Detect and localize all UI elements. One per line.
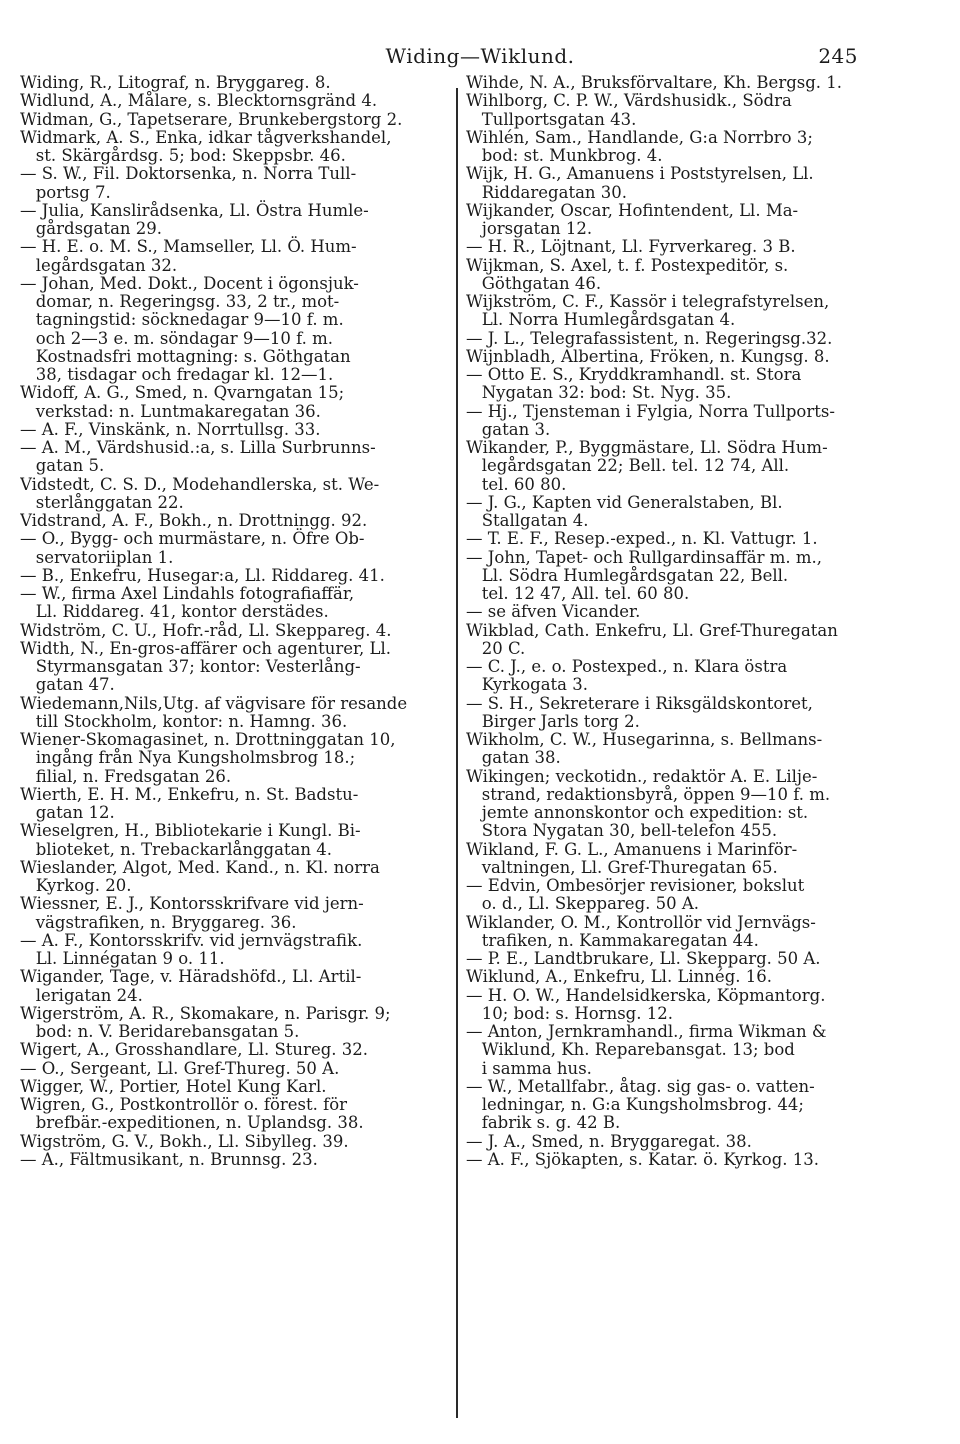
entry-line: Wiklund, A., Enkefru, Ll. Linnég. 16. (466, 967, 772, 987)
entry-line: Stora Nygatan 30, bell-telefon 455. (466, 821, 778, 841)
entry-line: Kostnadsfri mottagning: s. Göthgatan (20, 346, 351, 366)
entry-line: Vidstrand, A. F., Bokh., n. Drottningg. 92. (20, 511, 368, 530)
entry-line: — O., Sergeant, Ll. Gref-Thureg. 50 A. (20, 1058, 340, 1078)
entry-line: — John, Tapet- och Rullgardinsaffär m. m., (466, 547, 823, 567)
entry-line: 20 C. (466, 638, 526, 658)
entry-line: Wijkander, Oscar, Hofintendent, Ll. Ma- (466, 200, 799, 220)
entry-line: gatan 12. (20, 803, 115, 822)
entry-line: Kyrkogata 3. (466, 675, 589, 695)
entry-line: bod: n. V. Beridarebansgatan 5. (20, 1022, 300, 1041)
entry-line: legårdsgatan 32. (20, 255, 178, 275)
entry-line: — C. J., e. o. Postexped., n. Klara östra (466, 657, 788, 676)
entry-line: Wikblad, Cath. Enkefru, Ll. Gref-Thuregatan (466, 620, 838, 640)
entry-line: portsg 7. (20, 182, 111, 202)
entry-line: Wiessner, E. J., Kontorsskrifvare vid jern- (20, 894, 364, 914)
entry-line: — P. E., Landtbrukare, Ll. Skepparg. 50 A. (466, 949, 821, 968)
entry-line: tagningstid: söcknedagar 9—10 f. m. (20, 310, 344, 330)
left-column (20, 74, 445, 1169)
entry-line: — Julia, Kanslirådsenka, Ll. Östra Humle- (20, 200, 369, 220)
entry-line: Wikholm, C. W., Husegarinna, s. Bellmans- (466, 730, 823, 749)
entry-line: Wigren, G., Postkontrollör o. förest. för (20, 1095, 348, 1114)
entry-line: — J. A., Smed, n. Bryggaregat. 38. (466, 1131, 752, 1151)
entry-line: — H. R., Löjtnant, Ll. Fyrverkareg. 3 B. (466, 237, 796, 257)
entry-line: tel. 12 47, All. tel. 60 80. (466, 584, 690, 603)
entry-line: gårdsgatan 29. (20, 219, 163, 238)
entry-line: strand, redaktionsbyrå, öppen 9—10 f. m. (466, 784, 831, 804)
entry-line: st. Skärgårdsg. 5; bod: Skeppsbr. 46. (20, 146, 346, 165)
entry-line: Wigerström, A. R., Skomakare, n. Parisgr. 9; (20, 1003, 391, 1023)
entry-line: Wiklund, Kh. Reparebansgat. 13; bod (466, 1040, 795, 1060)
entry-line: gatan 3. (466, 419, 551, 439)
entry-line: blioteket, n. Trebackarlånggatan 4. (20, 839, 332, 859)
entry-line: i samma hus. (466, 1058, 592, 1078)
entry-line: Wigström, G. V., Bokh., Ll. Sibylleg. 39. (20, 1131, 349, 1151)
entry-line: Wihlborg, C. P. W., Värdshusidk., Södra (466, 91, 792, 111)
entry-line: — Otto E. S., Kryddkramhandl. st. Stora (466, 365, 802, 384)
entry-line: — Edvin, Ombesörjer revisioner, bokslut (466, 876, 805, 895)
entry-line: Wieslander, Algot, Med. Kand., n. Kl. norra (20, 857, 380, 877)
entry-line: Wihde, N. A., Bruksförvaltare, Kh. Bergsg. 1. (466, 74, 843, 92)
entry-line: — B., Enkefru, Husegar:a, Ll. Riddareg. 41. (20, 565, 385, 585)
entry-line: gatan 5. (20, 456, 105, 476)
entry-line: fabrik s. g. 42 B. (466, 1113, 621, 1133)
entry-line: Wigander, Tage, v. Häradshöfd., Ll. Artil- (20, 967, 362, 987)
entry-line: Vidstedt, C. S. D., Modehandlerska, st. We- (20, 474, 380, 494)
entry-line: — W., Metallfabr., åtag. sig gas- o. vatten- (466, 1076, 815, 1096)
right-column (466, 74, 891, 1169)
entry-line: brefbär.-expeditionen, n. Uplandsg. 38. (20, 1113, 364, 1133)
entry-line: trafiken, n. Kammakaregatan 44. (466, 930, 759, 950)
entry-line: — A., Fältmusikant, n. Brunnsg. 23. (20, 1149, 318, 1169)
entry-line: och 2—3 e. m. söndagar 9—10 f. m. (20, 328, 334, 348)
entry-line: — O., Bygg- och murmästare, n. Öfre Ob- (20, 529, 365, 549)
entry-line: ingång från Nya Kungsholmsbrog 18.; (20, 748, 356, 768)
entry-line: valtningen, Ll. Gref-Thuregatan 65. (466, 857, 778, 877)
entry-line: Ll. Södra Humlegårdsgatan 22, Bell. (466, 565, 789, 585)
entry-line: — S. H., Sekreterare i Riksgäldskontoret, (466, 693, 813, 713)
entry-line: Tullportsgatan 43. (466, 109, 637, 129)
entry-line: — se äfven Vicander. (466, 602, 641, 622)
entry-line: — A. F., Kontorsskrifv. vid jernvägstrafik. (20, 930, 363, 950)
entry-line: bod: st. Munkbrog. 4. (466, 146, 663, 165)
entry-line: servatoriiplan 1. (20, 547, 174, 567)
entry-line: Wiklander, O. M., Kontrollör vid Jernvägs- (466, 912, 816, 932)
entry-line: — W., firma Axel Lindahls fotografiaffär, (20, 584, 355, 603)
entry-line: o. d., Ll. Skeppareg. 50 A. (466, 894, 700, 914)
entry-line: — Johan, Med. Dokt., Docent i ögonsjuk- (20, 273, 359, 293)
entry-line: Wierth, E. H. M., Enkefru, n. St. Badstu- (20, 784, 359, 804)
entry-line: vägstrafiken, n. Bryggareg. 36. (20, 912, 297, 932)
entry-line: Wigert, A., Grosshandlare, Ll. Stureg. 32. (20, 1040, 369, 1060)
entry-line: Ll. Riddareg. 41, kontor derstädes. (20, 602, 329, 622)
entry-line: Widlund, A., Målare, s. Blecktornsgränd 4. (20, 91, 378, 111)
entry-line: Wikland, F. G. L., Amanuens i Marinför- (466, 839, 798, 859)
entry-line: 10; bod: s. Hornsg. 12. (466, 1003, 673, 1023)
entry-line: — A. M., Värdshusid.:a, s. Lilla Surbrunns- (20, 438, 376, 457)
entry-line: Wikingen; veckotidn., redaktör A. E. Lilje- (466, 766, 818, 786)
entry-line: — J. G., Kapten vid Generalstaben, Bl. (466, 492, 783, 512)
entry-line: — H. O. W., Handelsidkerska, Köpmantorg. (466, 985, 826, 1005)
entry-line: Widoff, A. G., Smed, n. Qvarngatan 15; (20, 383, 345, 403)
entry-line: lerigatan 24. (20, 985, 143, 1005)
entry-line: — Anton, Jernkramhandl., firma Wikman & (466, 1022, 827, 1041)
entry-line: Nygatan 32: bod: St. Nyg. 35. (466, 383, 732, 403)
entry-line: gatan 38. (466, 748, 561, 768)
entry-line: Wigger, W., Portier, Hotel Kung Karl. (20, 1076, 327, 1096)
entry-line: Wieselgren, H., Bibliotekarie i Kungl. Bi- (20, 821, 361, 841)
entry-line: jorsgatan 12. (466, 219, 593, 238)
page-number: 245 (818, 44, 858, 68)
entry-line: sterlånggatan 22. (20, 492, 184, 512)
entry-line: Birger Jarls torg 2. (466, 711, 640, 731)
entry-line: Ll. Linnégatan 9 o. 11. (20, 949, 225, 968)
entry-line: tel. 60 80. (466, 474, 567, 494)
entry-line: filial, n. Fredsgatan 26. (20, 766, 232, 786)
entry-line: Wijk, H. G., Amanuens i Poststyrelsen, Ll. (466, 164, 814, 184)
entry-line: ledningar, n. G:a Kungsholmsbrog. 44; (466, 1095, 804, 1114)
entry-line: Wiedemann,Nils,Utg. af vägvisare för resande (20, 693, 408, 713)
entry-line: Wiener-Skomagasinet, n. Drottninggatan 10, (20, 730, 396, 749)
entry-line: Kyrkog. 20. (20, 876, 132, 895)
entry-line: 38, tisdagar och fredagar kl. 12—1. (20, 365, 334, 384)
entry-line: verkstad: n. Luntmakaregatan 36. (20, 401, 321, 421)
entry-line: Widing, R., Litograf, n. Bryggareg. 8. (20, 74, 331, 92)
entry-line: — H. E. o. M. S., Mamseller, Ll. Ö. Hum- (20, 237, 357, 257)
entry-line: — S. W., Fil. Doktorsenka, n. Norra Tull- (20, 164, 357, 184)
entry-line: Wijnbladh, Albertina, Fröken, n. Kungsg. 8. (466, 346, 830, 366)
entry-line: — J. L., Telegrafassistent, n. Regeringsg.32. (466, 328, 833, 348)
entry-line: — T. E. F., Resep.-exped., n. Kl. Vattugr. 1. (466, 529, 818, 549)
column-divider (456, 88, 458, 1418)
entry-line: domar, n. Regeringsg. 33, 2 tr., mot- (20, 292, 340, 311)
entry-line: Widman, G., Tapetserare, Brunkebergstorg 2. (20, 109, 403, 129)
entry-line: — A. F., Sjökapten, s. Katar. ö. Kyrkog. 13. (466, 1149, 820, 1169)
entry-line: Stallgatan 4. (466, 511, 589, 530)
entry-line: Wihlén, Sam., Handlande, G:a Norrbro 3; (466, 127, 813, 147)
entry-line: Riddaregatan 30. (466, 182, 628, 202)
entry-line: Göthgatan 46. (466, 273, 602, 293)
entry-line: Wikander, P., Byggmästare, Ll. Södra Hum- (466, 438, 828, 457)
running-head (20, 40, 940, 70)
entry-line: till Stockholm, kontor: n. Hamng. 36. (20, 711, 348, 731)
entry-line: Widmark, A. S., Enka, idkar tågverkshandel, (20, 127, 392, 147)
entry-line: Ll. Norra Humlegårdsgatan 4. (466, 310, 736, 330)
entry-line: Widström, C. U., Hofr.-råd, Ll. Skeppareg. 4. (20, 620, 392, 640)
entry-line: Wijkström, C. F., Kassör i telegrafstyrelsen, (466, 292, 830, 311)
entry-line: Styrmansgatan 37; kontor: Vesterlång- (20, 657, 361, 676)
entry-line: jemte annonskontor och expedition: st. (466, 803, 809, 822)
page-title: Widing—Wiklund. (385, 44, 575, 68)
entry-line: Wijkman, S. Axel, t. f. Postexpeditör, s. (466, 255, 789, 275)
entry-line: gatan 47. (20, 675, 115, 695)
entry-line: — A. F., Vinskänk, n. Norrtullsg. 33. (20, 419, 321, 439)
entry-line: legårdsgatan 22; Bell. tel. 12 74, All. (466, 456, 790, 476)
entry-line: — Hj., Tjensteman i Fylgia, Norra Tullports- (466, 401, 835, 421)
entry-line: Width, N., En-gros-affärer och agenturer, Ll. (20, 638, 392, 658)
